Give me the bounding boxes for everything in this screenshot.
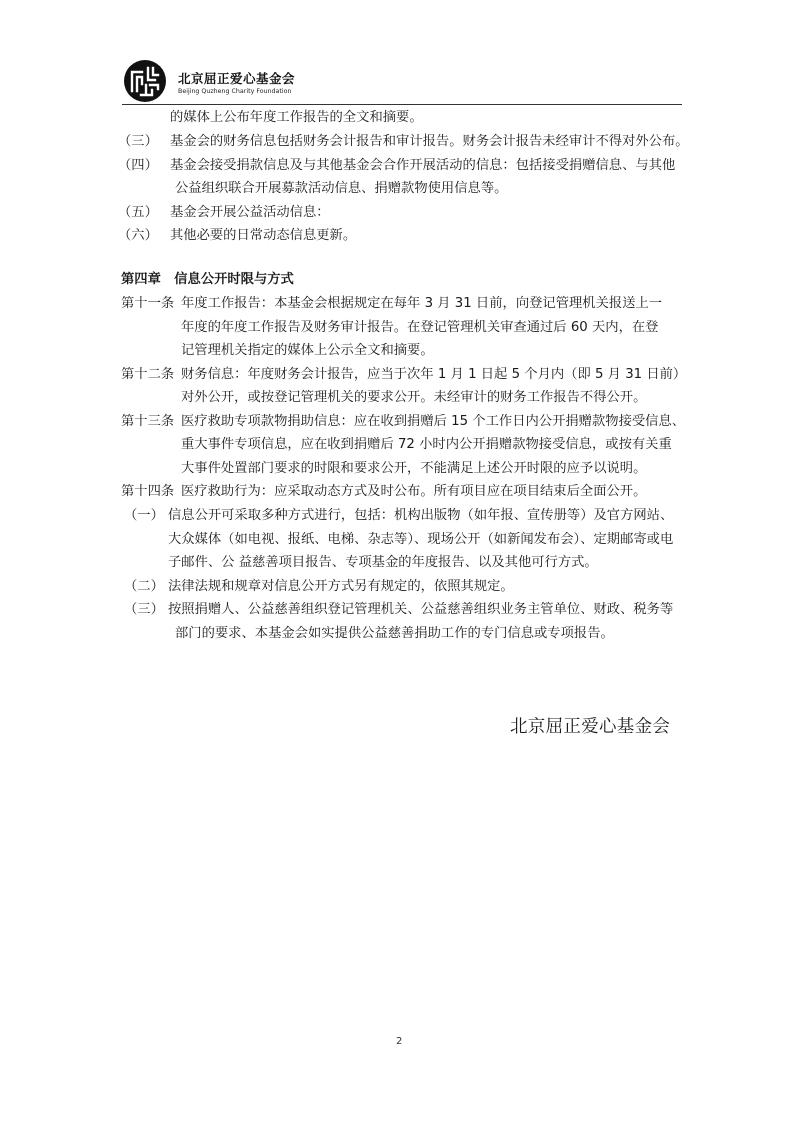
article-prefix: 第十二条 <box>121 367 175 382</box>
subitem-text: 部门的要求、本基金会如实提供公益慈善捐助工作的专门信息或专项报告。 <box>175 626 614 641</box>
item-text: 基金会开展公益活动信息： <box>170 205 330 220</box>
item-prefix: （三） <box>118 134 158 149</box>
page-header <box>122 58 682 106</box>
page-number: 2 <box>396 1036 403 1047</box>
article-text: 大事件处置部门要求的时限和要求公开，不能满足上述公开时限的应予以说明。 <box>181 461 647 476</box>
subitem-text: 按照捐赠人、公益慈善组织登记管理机关、公益慈善组织业务主管单位、财政、税务等 <box>168 602 674 617</box>
article-text: 医疗救助专项款物捐助信息：应在收到捐赠后 15 个工作日内公开捐赠款物接受信息、 <box>181 414 686 429</box>
article-text: 对外公开，或按登记管理机关的要求公开。未经审计的财务工作报告不得公开。 <box>181 390 647 405</box>
foundation-logo-icon <box>122 58 168 104</box>
subitem-text: 信息公开可采取多种方式进行，包括：机构出版物（如年报、宣传册等）及官方网站、 <box>168 508 674 523</box>
signature: 北京屈正爱心基金会 <box>510 717 671 737</box>
article-text: 年度工作报告：本基金会根据规定在每年 3 月 31 日前，向登记管理机关报送上一 <box>181 296 663 311</box>
article-text: 医疗救助行为：应采取动态方式及时公布。所有项目应在项目结束后全面公开。 <box>181 484 647 499</box>
org-name-cn: 北京屈正爱心基金会 <box>178 71 296 86</box>
article-text: 记管理机关指定的媒体上公示全文和摘要。 <box>181 343 434 358</box>
item-prefix: （六） <box>118 228 158 243</box>
item-prefix: （四） <box>118 158 158 173</box>
chapter-title: 第四章 信息公开时限与方式 <box>121 272 294 287</box>
brand-block <box>178 72 295 96</box>
article-prefix: 第十四条 <box>121 484 175 499</box>
article-prefix: 第十一条 <box>121 296 175 311</box>
item-prefix: （五） <box>118 205 158 220</box>
article-text: 重大事件专项信息，应在收到捐赠后 72 小时内公开捐赠款物接受信息，或按有关重 <box>181 437 672 452</box>
org-name-en: Beijing Quzheng Charity Foundation <box>178 88 292 95</box>
subitem-prefix: （三） <box>124 602 164 617</box>
subitem-prefix: （二） <box>124 579 164 594</box>
subitem-text: 法律法规和规章对信息公开方式另有规定的，依照其规定。 <box>168 579 514 594</box>
continuation-line: 的媒体上公布年度工作报告的全文和摘要。 <box>170 110 423 125</box>
header-divider <box>122 104 682 105</box>
subitem-prefix: （一） <box>124 508 164 523</box>
item-text: 其他必要的日常动态信息更新。 <box>170 228 357 243</box>
item-text: 基金会的财务信息包括财务会计报告和审计报告。财务会计报告未经审计不得对外公布。 <box>170 134 689 149</box>
article-text: 年度的年度工作报告及财务审计报告。在登记管理机关审查通过后 60 天内，在登 <box>181 320 659 335</box>
article-prefix: 第十三条 <box>121 414 175 429</box>
subitem-text: 子邮件、公 益慈善项目报告、专项基金的年度报告、以及其他可行方式。 <box>168 555 598 570</box>
item-text: 基金会接受捐款信息及与其他基金会合作开展活动的信息：包括接受捐赠信息、与其他 <box>170 158 676 173</box>
item-text: 公益组织联合开展募款活动信息、捐赠款物使用信息等。 <box>175 181 508 196</box>
article-text: 财务信息：年度财务会计报告，应当于次年 1 月 1 日起 5 个月内（即 5 月 31 日前） <box>181 367 687 382</box>
subitem-text: 大众媒体（如电视、报纸、电梯、杂志等）、现场公开（如新闻发布会）、定期邮寄或电 <box>168 532 674 547</box>
